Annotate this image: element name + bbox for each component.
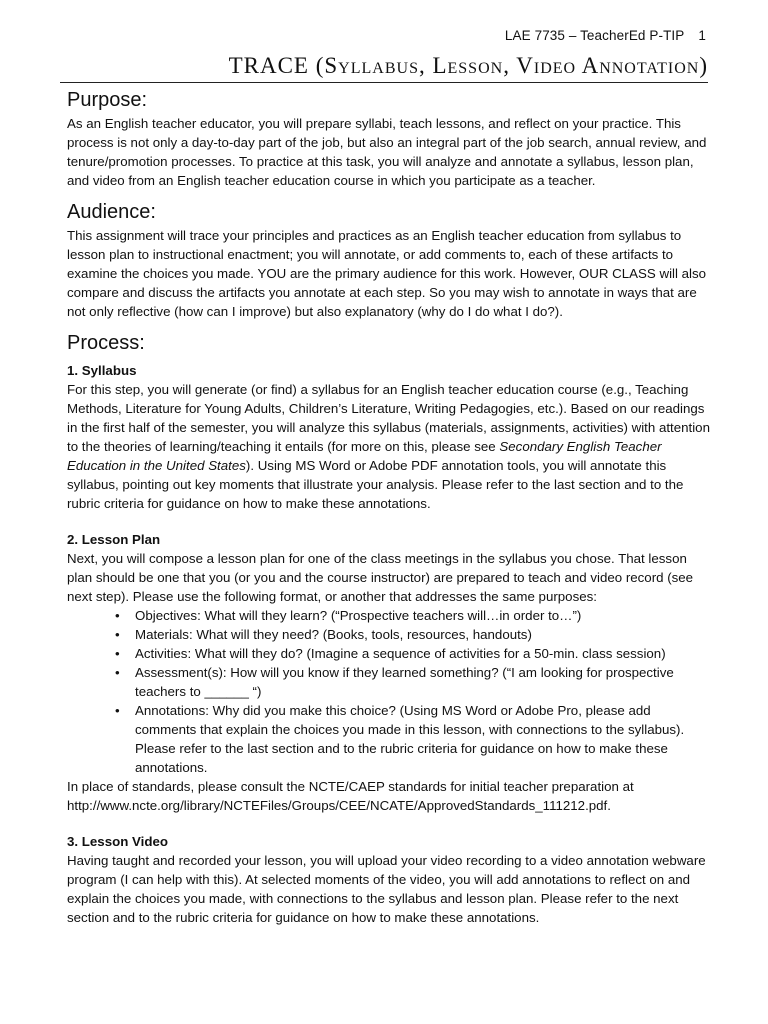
audience-paragraph: This assignment will trace your principles and practices as an English teacher education from syllabus to lesson plan to instructional enactment; you will annotate, or add comments to, each of these artifacts to examine the choices you made. YOU are the primary audience for this work. However, OUR CLASS will also compare and discuss the artifacts you annotate at each step. So you may wish to annotate in ways that are not only reflective (how can I improve) but also explanatory (why do I do what I do?).: [67, 228, 707, 319]
list-item: • Annotations: Why did you make this choice? (Using MS Word or Adobe Pro, please add comments that explain the choices you made in this lesson, with connections to the syllabus). Please refer to the last section and to the rubric criteria for guidance on how to make these annotations.: [115, 701, 710, 777]
syllabus-text-after: ). Using MS Word or Adobe PDF annotation tools, you will annotate this syllabus, pointing out key moments that illustrate your analysis. Please refer to the last section and to the rubric criteria for guidance on how to make these annotations.: [67, 458, 684, 511]
course-code: LAE 7735 – TeacherEd P-TIP: [504, 28, 685, 43]
process-section: [67, 331, 710, 927]
standards-note: In place of standards, please consult the NCTE/CAEP standards for initial teacher preparation at http://www.ncte.org/library/NCTEFiles/Groups/CEE/NCATE/ApprovedStandards_111212.pdf.: [67, 779, 634, 813]
syllabus-text-before: For this step, you will generate (or find) a syllabus for an English teacher education course (e.g., Teaching Methods, Literature for Young Adults, Children’s Literature, Writing Pedagogies, etc.). Based on our readings in the first half of the semester, you will analyze this syllabus (materials, assignments, activities) with attention to the theories of learning/teaching it entails (for more on this, please see: [67, 382, 710, 454]
document-body: [67, 88, 710, 927]
list-item: • Activities: What will they do? (Imagine a sequence of activities for a 50-min. class session): [115, 644, 710, 663]
lesson-plan-subheading: 2. Lesson Plan: [67, 532, 161, 547]
lesson-video-paragraph: Having taught and recorded your lesson, you will upload your video recording to a video annotation webware program (I can help with this). At selected moments of the video, you will add annotations to reflect on and explain the choices you made, with connections to the syllabus and lesson plan. Please refer to the next section and to the rubric criteria for guidance on how to make these annotations.: [67, 853, 706, 925]
syllabus-paragraph: [67, 380, 710, 513]
lesson-video-subheading: 3. Lesson Video: [67, 834, 168, 849]
purpose-paragraph: As an English teacher educator, you will prepare syllabi, teach lessons, and reflect on your practice. This process is not only a day-to-day part of the job, but also an integral part of the job search, annual review, and tenure/promotion processes. To practice at this task, you will analyze and annotate a syllabus, lesson plan, and video from an English teacher education course in which you participate as a teacher.: [67, 116, 707, 188]
running-header: [505, 28, 706, 43]
audience-section: [67, 200, 710, 321]
process-heading: Process:: [67, 332, 145, 354]
page-number: 1: [698, 28, 706, 43]
list-item: • Materials: What will they need? (Books, tools, resources, handouts): [115, 625, 710, 644]
lesson-plan-list: [67, 606, 710, 777]
audience-heading: Audience:: [67, 201, 156, 223]
document-title: TRACE (Syllabus, Lesson, Video Annotation): [60, 52, 708, 83]
list-item: • Objectives: What will they learn? (“Prospective teachers will…in order to…”): [115, 606, 710, 625]
list-item: • Assessment(s): How will you know if they learned something? (“I am looking for prospective teachers to ______ “): [115, 663, 710, 701]
syllabus-subheading: 1. Syllabus: [67, 363, 137, 378]
purpose-section: [67, 88, 710, 190]
syllabus-book-title: Secondary English Teacher Education in the United States: [67, 439, 662, 473]
lesson-plan-intro: Next, you will compose a lesson plan for one of the class meetings in the syllabus you chose. That lesson plan should be one that you (or you and the course instructor) are prepared to teach and video record (see next step). Please use the following format, or another that addresses the same purposes:: [67, 551, 694, 604]
purpose-heading: Purpose:: [67, 89, 148, 111]
